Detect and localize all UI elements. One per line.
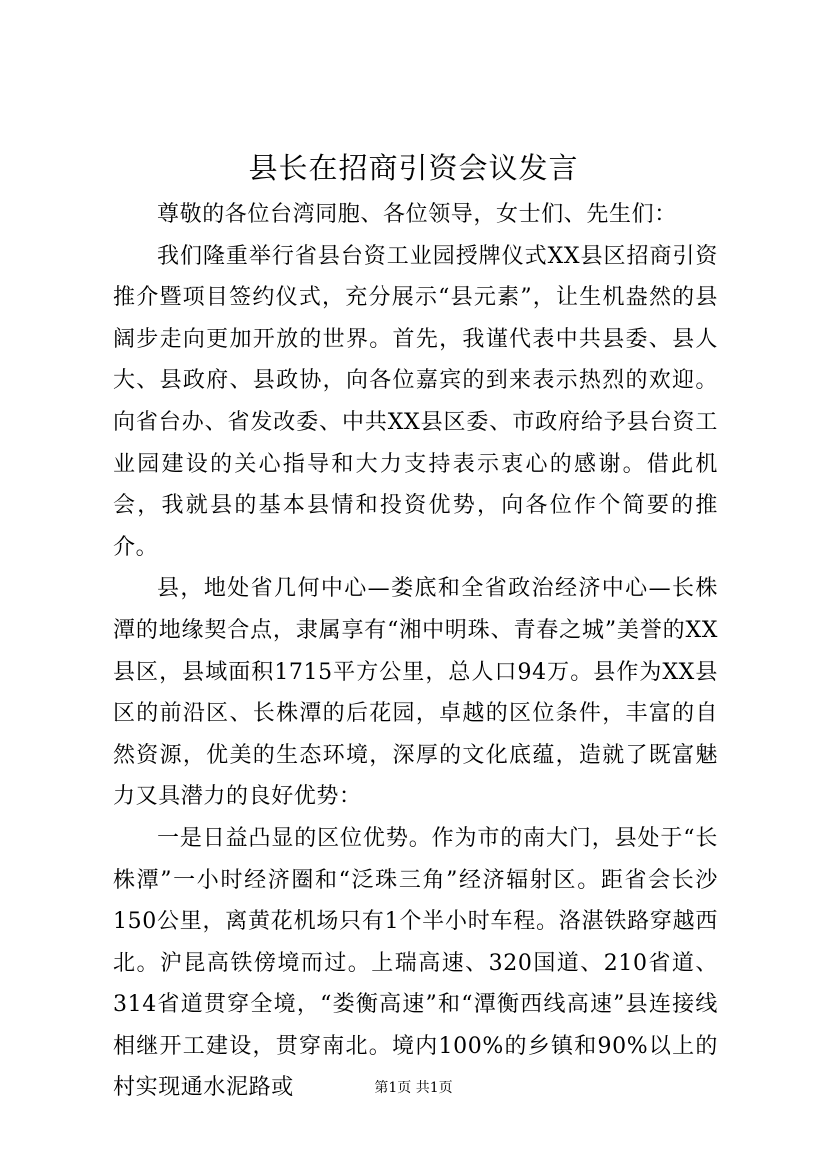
paragraph-salutation: 尊敬的各位台湾同胞、各位领导，女士们、先生们： <box>157 202 677 227</box>
paragraph-overview: 县，地处省几何中心—娄底和全省政治经济中心—长株潭的地缘契合点，隶属享有“湘中明珠、青春之城”美誉的XX县区，县域面积1715平方公里，总人口94万。县作为XX县区的前沿区、长株潭的后花园，卓越的区位条件，丰富的自然资源，优美的生态环境，深厚的文化底蕴，造就了既富魅力又具潜力的良好优势： <box>113 576 718 810</box>
page-footer: 第1页 共1页 <box>374 1080 453 1096</box>
document-title: 县长在招商引资会议发言 <box>248 151 579 185</box>
paragraph-opening: 我们隆重举行省县台资工业园授牌仪式XX县区招商引资推介暨项目签约仪式，充分展示“县元素”，让生机盎然的县阔步走向更加开放的世界。首先，我谨代表中共县委、县人大、县政府、县政协，向各位嘉宾的到来表示热烈的欢迎。向省台办、省发改委、中共XX县区委、市政府给予县台资工业园建设的关心指导和大力支持表示衷心的感谢。借此机会，我就县的基本县情和投资优势，向各位作个简要的推介。 <box>113 243 718 560</box>
document-body <box>113 194 718 1109</box>
paragraph-location-advantage: 一是日益凸显的区位优势。作为市的南大门，县处于“长株潭”一小时经济圈和“泛珠三角”经济辐射区。距省会长沙150公里，离黄花机场只有1个半小时车程。洛湛铁路穿越西北。沪昆高铁傍境而过。上瑞高速、320国道、210省道、314省道贯穿全境，“娄衡高速”和“潭衡西线高速”县连接线相继开工建设，贯穿南北。境内100%的乡镇和90%以上的村实现通水泥路或 <box>113 825 718 1101</box>
